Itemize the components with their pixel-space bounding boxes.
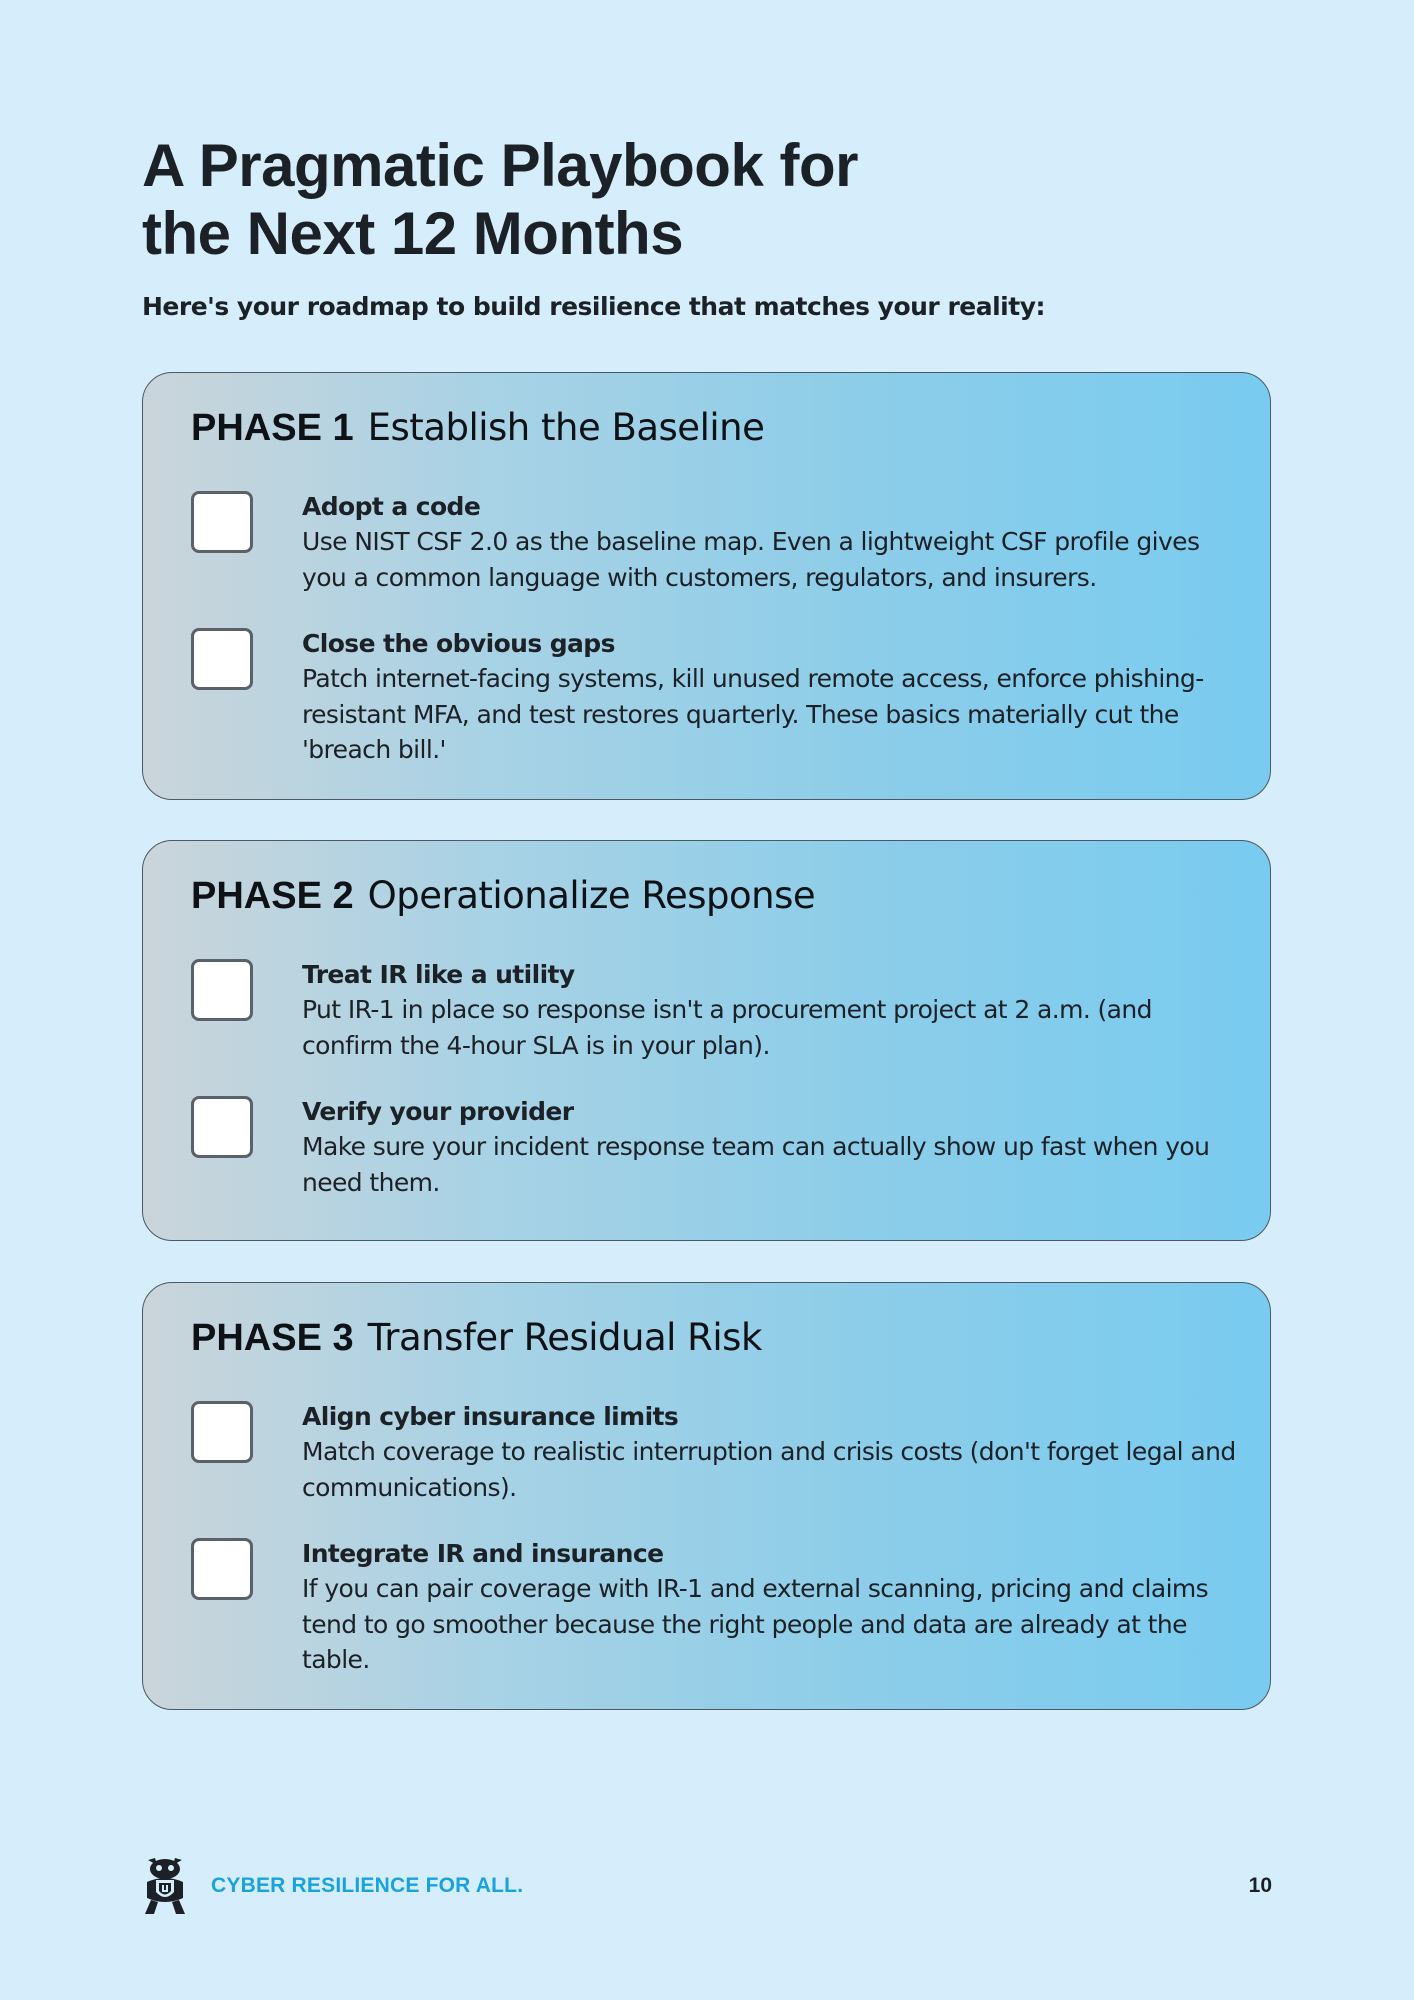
checklist-item-description: Use NIST CSF 2.0 as the baseline map. Even a lightweight CSF profile gives you a common language with customers, regulators, and insurers. bbox=[302, 527, 1200, 592]
phase-card-3 bbox=[142, 1282, 1271, 1710]
phase-heading bbox=[191, 403, 764, 453]
page-title-line-1: A Pragmatic Playbook for bbox=[142, 132, 858, 199]
checklist-item-text bbox=[302, 489, 1237, 595]
checkbox[interactable] bbox=[191, 628, 253, 690]
checklist-item-title: Align cyber insurance limits bbox=[302, 1402, 679, 1431]
checkbox[interactable] bbox=[191, 1401, 253, 1463]
phase-name: Establish the Baseline bbox=[367, 406, 765, 449]
checklist-item-text bbox=[302, 1094, 1237, 1200]
page-title bbox=[142, 132, 1272, 268]
checklist-item-description: Make sure your incident response team can actually show up fast when you need them. bbox=[302, 1132, 1210, 1197]
checklist-item-title: Treat IR like a utility bbox=[302, 960, 575, 989]
checklist-item-text bbox=[302, 1536, 1237, 1678]
checklist-item-description: Patch internet-facing systems, kill unused remote access, enforce phishing-resistant MFA, and test restores quarterly. These basics materially cut the 'breach bill.' bbox=[302, 664, 1204, 764]
page-subtitle: Here's your roadmap to build resilience that matches your reality: bbox=[142, 292, 1045, 321]
phase-number: PHASE 1 bbox=[191, 407, 354, 449]
checkbox[interactable] bbox=[191, 959, 253, 1021]
phase-heading bbox=[191, 871, 815, 921]
phase-name: Transfer Residual Risk bbox=[367, 1316, 762, 1359]
checklist-item-description: Put IR-1 in place so response isn't a procurement project at 2 a.m. (and confirm the 4-hour SLA is in your plan). bbox=[302, 995, 1152, 1060]
checklist-item-title: Verify your provider bbox=[302, 1097, 574, 1126]
checklist-item-text bbox=[302, 1399, 1237, 1505]
brand-tagline: CYBER RESILIENCE FOR ALL. bbox=[211, 1874, 524, 1897]
page-title-line-2: the Next 12 Months bbox=[142, 200, 684, 267]
checkbox[interactable] bbox=[191, 1096, 253, 1158]
phase-heading bbox=[191, 1313, 762, 1363]
playbook-page bbox=[142, 0, 1272, 2000]
checklist-item-title: Integrate IR and insurance bbox=[302, 1539, 664, 1568]
shield-mascot-icon bbox=[142, 1856, 188, 1916]
checklist-item-title: Close the obvious gaps bbox=[302, 629, 615, 658]
phase-number: PHASE 2 bbox=[191, 875, 354, 917]
checkbox[interactable] bbox=[191, 491, 253, 553]
checkbox[interactable] bbox=[191, 1538, 253, 1600]
phase-card-1 bbox=[142, 372, 1271, 800]
page-footer bbox=[142, 1856, 1272, 1916]
phase-number: PHASE 3 bbox=[191, 1317, 354, 1359]
checklist-item-text bbox=[302, 957, 1237, 1063]
phase-card-2 bbox=[142, 840, 1271, 1241]
phase-name: Operationalize Response bbox=[367, 874, 816, 917]
page-number: 10 bbox=[1248, 1874, 1272, 1897]
checklist-item-description: If you can pair coverage with IR-1 and external scanning, pricing and claims tend to go smoother because the right people and data are already at the table. bbox=[302, 1574, 1209, 1674]
checklist-item-description: Match coverage to realistic interruption and crisis costs (don't forget legal and communications). bbox=[302, 1437, 1236, 1502]
checklist-item-text bbox=[302, 626, 1237, 768]
checklist-item-title: Adopt a code bbox=[302, 492, 481, 521]
